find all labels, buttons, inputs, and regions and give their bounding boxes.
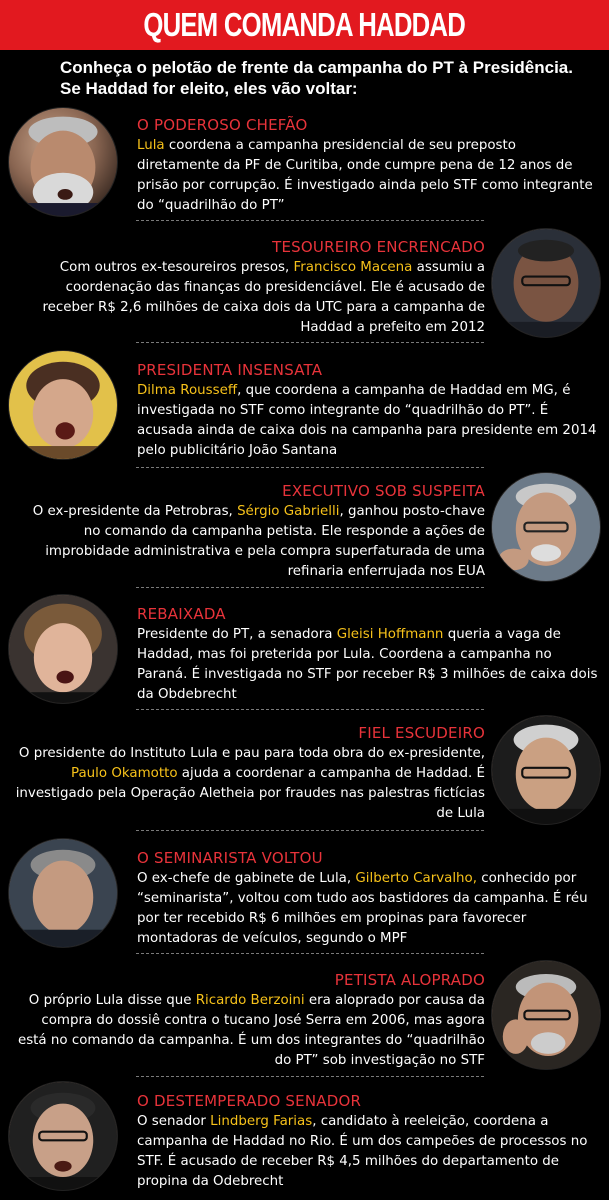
divider — [136, 342, 484, 343]
portrait-paulo-okamotto — [491, 715, 601, 825]
person-name: Gilberto Carvalho, — [355, 871, 477, 886]
divider — [136, 830, 484, 831]
divider — [136, 709, 484, 710]
entry-body: Presidente do PT, a senadora Gleisi Hoffmann queria a vaga de Haddad, mas foi preterida por Lula. Coordena a campanha no Paraná. É investigada no STF por receber R$ 3 milhões de caixa dois da Obdebrecht — [137, 627, 598, 702]
entry-title: O SEMINARISTA VOLTOU — [137, 849, 323, 867]
person-name: Francisco Macena — [293, 260, 413, 275]
entry-body: Com outros ex-tesoureiros presos, Francisco Macena assumiu a coordenação das finanças do presidenciável. Ele é acusado de receber R$ 2,6 milhões de caixa dois da UTC para a campanha de Haddad a prefeito em 2012 — [42, 260, 485, 335]
entry-title: EXECUTIVO SOB SUSPEITA — [282, 482, 485, 500]
entry-body: O ex-presidente da Petrobras, Sérgio Gabrielli, ganhou posto-chave no comando da campanha petista. Ele responde a ações de improbidade administrativa e pela compra superfaturada de uma refinaria enferrujada nos EUA — [32, 504, 485, 579]
entry-body: Lula coordena a campanha presidencial de seu preposto diretamente da PF de Curitiba, onde cumpre pena de 12 anos de prisão por corrupção. É investigado ainda pelo STF como integrante do “quadrilhão do PT” — [137, 138, 593, 213]
header-banner — [0, 0, 609, 50]
divider — [136, 220, 484, 221]
divider — [136, 1076, 484, 1077]
entry-title: O DESTEMPERADO SENADOR — [137, 1092, 362, 1110]
portrait-gilberto-carvalho — [8, 838, 118, 948]
divider — [136, 953, 484, 954]
intro-text: Conheça o pelotão de frente da campanha do PT à Presidência. Se Haddad for eleito, eles vão voltar: — [60, 58, 573, 98]
person-name: Sérgio Gabrielli — [237, 504, 340, 519]
person-name: Paulo Okamotto — [71, 766, 178, 781]
divider — [136, 587, 484, 588]
person-name: Lula — [137, 138, 165, 153]
portrait-ricardo-berzoini — [491, 960, 601, 1070]
entry-body: O ex-chefe de gabinete de Lula, Gilberto Carvalho, conhecido por “seminarista”, voltou com tudo aos bastidores da campanha. É réu por ter recebido R$ 6 milhões em propinas para favorecer montadoras de veículos, segundo o MPF — [137, 871, 588, 946]
portrait-sergio-gabrielli — [491, 472, 601, 582]
portrait-francisco-macena — [491, 228, 601, 338]
portrait-lula — [8, 107, 118, 217]
entry-title: REBAIXADA — [137, 605, 226, 623]
portrait-gleisi-hoffmann — [8, 594, 118, 704]
portrait-lindberg-farias — [8, 1081, 118, 1191]
page-title: QUEM COMANDA HADDAD — [143, 6, 466, 43]
person-name: Dilma Rousseff — [137, 383, 238, 398]
person-name: Lindberg Farias — [210, 1114, 313, 1129]
entry-title: PETISTA ALOPRADO — [334, 971, 485, 989]
entry-title: TESOUREIRO ENCRENCADO — [272, 238, 485, 256]
person-name: Ricardo Berzoini — [195, 993, 305, 1008]
portrait-dilma-rousseff — [8, 350, 118, 460]
entry-body: O senador Lindberg Farias, candidato à reeleição, coordena a campanha de Haddad no Rio. É um dos campeões de processos no STF. É acusado de receber R$ 4,5 milhões do departamento de propina da Odebrecht — [137, 1114, 588, 1189]
divider — [136, 467, 484, 468]
person-name: Gleisi Hoffmann — [336, 627, 444, 642]
entry-body: Dilma Rousseff, que coordena a campanha de Haddad em MG, é investigada no STF como integrante do “quadrilhão do PT”. É acusada ainda de caixa dois na campanha para presidente em 2014 pelo publicitário João Santana — [137, 383, 597, 458]
entry-title: FIEL ESCUDEIRO — [358, 724, 485, 742]
entry-body: O próprio Lula disse que Ricardo Berzoini era aloprado por causa da compra do dossiê contra o tucano José Serra em 2006, mas agora está no comando da campanha. É um dos integrantes do “quadrilhão do PT” sob investigação no STF — [17, 993, 485, 1068]
entry-title: PRESIDENTA INSENSATA — [137, 361, 323, 379]
entry-body: O presidente do Instituto Lula e pau para toda obra do ex-presidente, Paulo Okamotto ajuda a coordenar a campanha de Haddad. É investigado pela Operação Aletheia por fraudes nas palestras fictícias de Lula — [15, 746, 485, 821]
entry-title: O PODEROSO CHEFÃO — [137, 116, 308, 134]
